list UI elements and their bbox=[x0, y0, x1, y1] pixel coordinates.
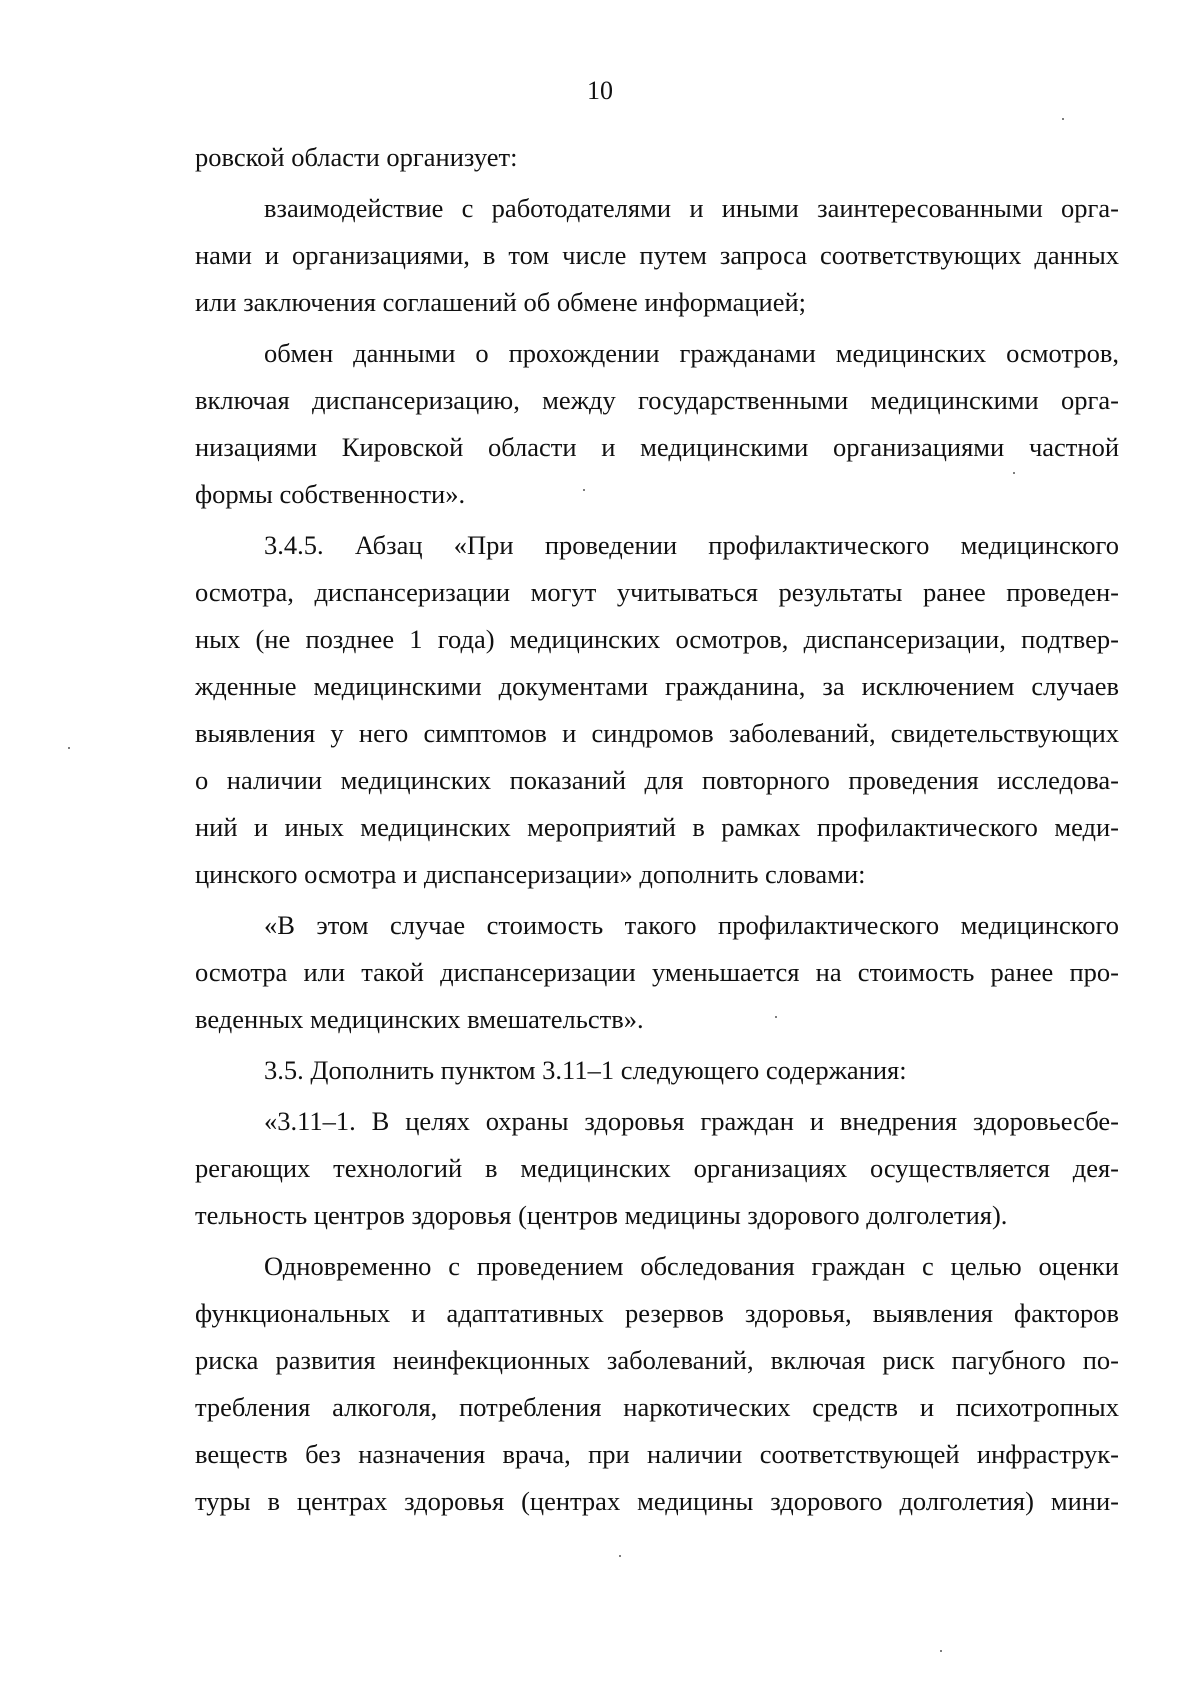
paragraph-line: ных (не позднее 1 года) медицинских осмотров, диспансеризации, подтвер- bbox=[195, 624, 1119, 654]
paragraph-line: выявления у него симптомов и синдромов заболеваний, свидетельствующих bbox=[195, 718, 1119, 748]
paragraph-line: 3.4.5. Абзац «При проведении профилактического медицинского bbox=[264, 530, 1119, 560]
scan-speck bbox=[775, 1016, 777, 1018]
paragraph-line: риска развития неинфекционных заболеваний, включая риск пагубного по- bbox=[195, 1345, 1119, 1375]
paragraph-line: нами и организациями, в том числе путем запроса соответствующих данных bbox=[195, 240, 1119, 270]
paragraph-line: низациями Кировской области и медицинскими организациями частной bbox=[195, 432, 1119, 462]
paragraph-line: Одновременно с проведением обследования граждан с целью оценки bbox=[264, 1251, 1119, 1281]
paragraph-line: жденные медицинскими документами гражданина, за исключением случаев bbox=[195, 671, 1119, 701]
paragraph-line: «В этом случае стоимость такого профилактического медицинского bbox=[264, 910, 1119, 940]
page-number: 10 bbox=[587, 76, 613, 105]
paragraph-line: осмотра или такой диспансеризации уменьшается на стоимость ранее про- bbox=[195, 957, 1119, 987]
paragraph-line: включая диспансеризацию, между государственными медицинскими орга- bbox=[195, 385, 1119, 415]
scan-speck bbox=[619, 1555, 621, 1557]
paragraph-line: веществ без назначения врача, при наличии соответствующей инфраструк- bbox=[195, 1439, 1119, 1469]
paragraph-line: ровской области организует: bbox=[195, 142, 518, 172]
scan-speck bbox=[940, 1650, 942, 1652]
paragraph-line: цинского осмотра и диспансеризации» дополнить словами: bbox=[195, 859, 866, 889]
paragraph-line: 3.5. Дополнить пунктом 3.11–1 следующего содержания: bbox=[264, 1055, 907, 1085]
scan-speck bbox=[1013, 472, 1015, 474]
paragraph-line: тельность центров здоровья (центров медицины здорового долголетия). bbox=[195, 1200, 1008, 1230]
scan-speck bbox=[68, 747, 70, 749]
paragraph-line: взаимодействие с работодателями и иными заинтересованными орга- bbox=[264, 193, 1119, 223]
paragraph-line: ний и иных медицинских мероприятий в рамках профилактического меди- bbox=[195, 812, 1119, 842]
paragraph-line: осмотра, диспансеризации могут учитываться результаты ранее проведен- bbox=[195, 577, 1119, 607]
paragraph-line: или заключения соглашений об обмене информацией; bbox=[195, 287, 807, 317]
paragraph-line: о наличии медицинских показаний для повторного проведения исследова- bbox=[195, 765, 1119, 795]
paragraph-line: требления алкоголя, потребления наркотических средств и психотропных bbox=[195, 1392, 1119, 1422]
paragraph-line: веденных медицинских вмешательств». bbox=[195, 1004, 644, 1034]
scan-speck bbox=[1062, 118, 1064, 120]
paragraph-line: туры в центрах здоровья (центрах медицины здорового долголетия) мини- bbox=[195, 1486, 1119, 1516]
document-body bbox=[195, 134, 1119, 1525]
paragraph-line: «3.11–1. В целях охраны здоровья граждан и внедрения здоровьесбе- bbox=[264, 1106, 1119, 1136]
paragraph-line: формы собственности». bbox=[195, 479, 466, 509]
paragraph-line: обмен данными о прохождении гражданами медицинских осмотров, bbox=[264, 338, 1119, 368]
scan-speck bbox=[583, 489, 585, 491]
paragraph-line: регающих технологий в медицинских организациях осуществляется дея- bbox=[195, 1153, 1119, 1183]
paragraph-line: функциональных и адаптативных резервов здоровья, выявления факторов bbox=[195, 1298, 1119, 1328]
